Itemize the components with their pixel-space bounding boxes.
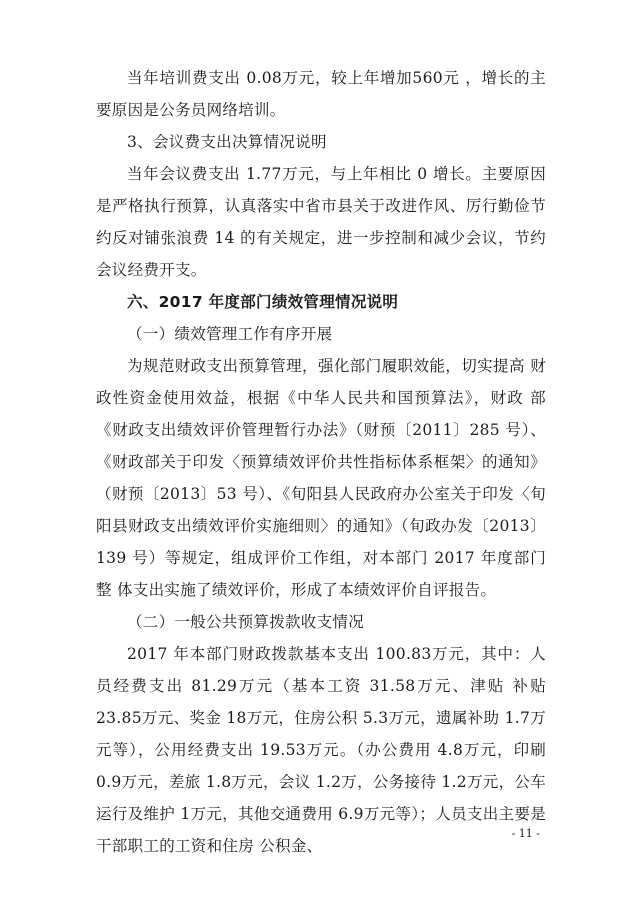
heading-section-six: 六、2017 年度部门绩效管理情况说明 bbox=[127, 293, 399, 311]
heading-meeting-expense: 3、会议费支出决算情况说明 bbox=[127, 133, 327, 151]
heading-subsection-one: （一）绩效管理工作有序开展 bbox=[127, 325, 333, 343]
heading-subsection-two: （二）一般公共预算拨款收支情况 bbox=[127, 613, 365, 631]
page-number: - 11 - bbox=[511, 827, 540, 840]
paragraph-performance: 为规范财政支出预算管理，强化部门履职效能，切实提高 财政性资金使用效益，根据《中华人民共和国预算法》，财政 部《财政支出绩效评价管理暂行办法》（财预〔2011〕285 号）、 《财政部关于印发〈预算绩效评价共性指标体系框架〉的通知》 （财预〔2013〕53 号）、《旬阳县人民政府办公室关于印发〈旬 阳县财政支出绩效评价实施细则〉的通知》（旬政办发〔2013〕 139 号）等规定，组成评价工作组，对本部门 2017 年度部门整 体支出实施了绩效评价，形成了本绩效评价自评报告。 bbox=[96, 357, 546, 599]
paragraph-meeting-expense: 当年会议费支出 1.77万元，与上年相比 0 增长。主要原因是严格执行预算，认真落实中省市县关于改进作风、厉行勤俭节约反对铺张浪费 14 的有关规定，进一步控制和减少会议，节约会议经费开支。 bbox=[96, 165, 546, 279]
paragraph-training-expense: 当年培训费支出 0.08万元，较上年增加560元 ，增长的主要原因是公务员网络培训。 bbox=[96, 69, 546, 119]
paragraph-budget: 2017 年本部门财政拨款基本支出 100.83万元，其中：人 员经费支出 81.29万元（基本工资 31.58万元、津贴 补贴 23.85万元、奖金 18万元，住房公积 5.3万元，遗属补助 1.7万元等），公用经费支出 19.53万元。（办公费用 4.8万元，印刷 0.9万元，差旅 1.8万元，会议 1.2万，公务接待 1.2万元，公车运行及维护 1万元，其他交通费用 6.9万元等）；人员支出主要是干部职工的工资和住房 公积金、 bbox=[96, 645, 546, 855]
body-text bbox=[96, 62, 546, 862]
